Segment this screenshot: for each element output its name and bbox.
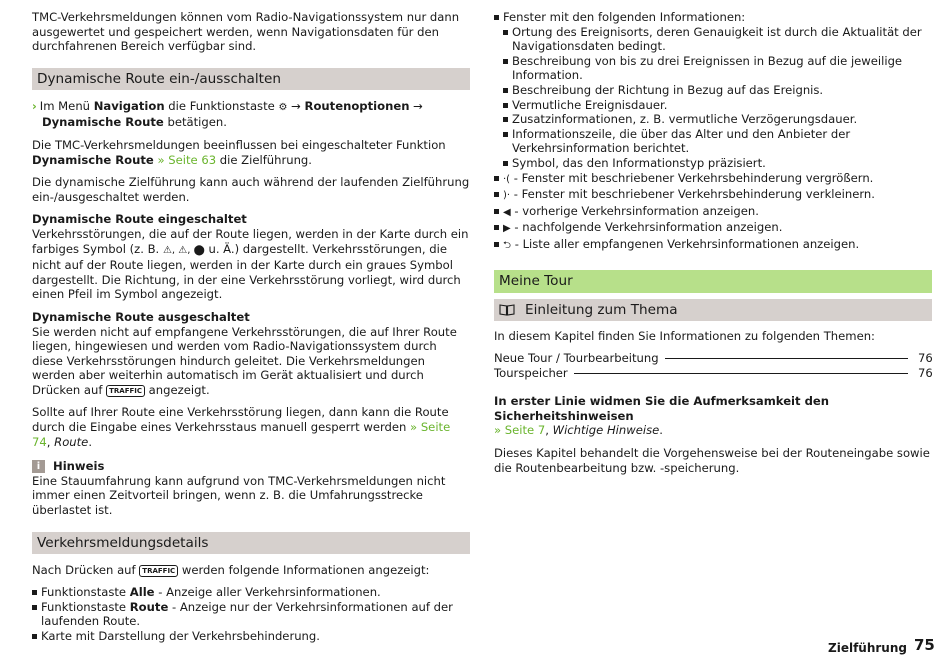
book-icon: [499, 304, 515, 315]
sublist-item: Beschreibung von bis zu drei Ereignissen in Bezug auf die jeweilige Information.: [503, 54, 932, 83]
sublist-item: Informationszeile, die über das Alter und den Anbieter der Verkehrsinformation berichtet.: [503, 127, 932, 156]
warning-symbols-icon: ⚠, ⚠, ⬤: [162, 244, 205, 256]
page-link-7[interactable]: » Seite 7: [494, 423, 546, 438]
instruction-step: › Im Menü Navigation die Funktionstaste ⚙ → Routenoptionen → Dynamische Route betätigen.: [32, 98, 423, 130]
list-item: ⮌ - Liste aller empfangenen Verkehrsinformationen anzeigen.: [494, 237, 932, 254]
topics-intro: In diesem Kapitel finden Sie Informationen zu folgenden Themen:: [494, 328, 875, 343]
back-list-icon: ⮌: [503, 239, 512, 251]
route-off-paragraph: Sie werden nicht auf empfangene Verkehrsstörungen, die auf Ihrer Route liegen, hingewiesen und werden vom Radio-Navigationssystem durch diese Verkehrsstörungen hindurch geleitet. Die Verkehrsmeldungen werden aber weiterhin automatisch im Gerät aktualisiert und durch Drücken auf TRAFFIC angezeigt.: [32, 324, 457, 397]
previous-icon: ◀: [503, 206, 511, 218]
safety-paragraph: In erster Linie widmen Sie die Aufmerksamkeit den Sicherheitshinweisen » Seite 7, Wichtige Hinweise.: [494, 394, 830, 438]
section-heading-introduction: Einleitung zum Thema: [494, 299, 932, 321]
list-item: Funktionstaste Alle - Anzeige aller Verkehrsinformationen.: [32, 585, 470, 600]
section-heading-traffic-details: Verkehrsmeldungsdetails: [32, 532, 470, 554]
sublist-item: Symbol, das den Informationstyp präzisiert.: [503, 156, 932, 171]
list-item: Karte mit Darstellung der Verkehrsbehinderung.: [32, 629, 470, 644]
next-icon: ▶: [503, 223, 511, 235]
left-column: [32, 10, 470, 652]
window-sublist: [503, 25, 932, 171]
sublist-item: Zusatzinformationen, z. B. vermutliche Verzögerungsdauer.: [503, 112, 932, 127]
list-item: )· - Fenster mit beschriebener Verkehrsbehinderung verkleinern.: [494, 187, 932, 204]
zoom-in-icon: ·(: [503, 173, 511, 185]
intro-paragraph: TMC-Verkehrsmeldungen können vom Radio-Navigationssystem nur dann ausgewertet und gespeichert werden, wenn Navigationsdaten für den durchfahrenen Bereich verfügbar sind.: [32, 10, 460, 54]
list-item: ·( - Fenster mit beschriebener Verkehrsbehinderung vergrößern.: [494, 171, 932, 188]
chapter-description: Dieses Kapitel behandelt die Vorgehensweise bei der Routeneingabe sowie die Routenbearbeitung bzw. -speicherung.: [494, 446, 930, 475]
traffic-button-icon: TRAFFIC: [139, 565, 178, 577]
details-intro: Nach Drücken auf TRAFFIC werden folgende Informationen angezeigt:: [32, 562, 430, 577]
page-number: 75: [914, 636, 935, 654]
zoom-out-icon: )·: [503, 190, 511, 202]
dynamic-guidance-paragraph: Die dynamische Zielführung kann auch während der laufenden Zielführung ein-/ausgeschaltet werden.: [32, 175, 470, 204]
traffic-button-icon: TRAFFIC: [106, 385, 145, 397]
footer-section-name: Zielführung: [828, 641, 907, 655]
step-arrow-icon: ›: [32, 98, 37, 113]
sublist-item: Ortung des Ereignisorts, deren Genauigkeit ist durch die Aktualität der Navigationsdaten bedingt.: [503, 25, 932, 54]
subheading-route-on: Dynamische Route eingeschaltet: [32, 212, 247, 227]
section-heading-dynamic-route: Dynamische Route ein-/ausschalten: [32, 68, 470, 90]
table-of-contents: [494, 351, 932, 380]
page-link-74[interactable]: » Seite 74: [32, 420, 451, 449]
toc-entry[interactable]: Tourspeicher 76: [494, 365, 933, 380]
toc-entry[interactable]: Neue Tour / Tourbearbeitung 76: [494, 351, 933, 366]
sublist-item: Beschreibung der Richtung in Bezug auf das Ereignis.: [503, 83, 932, 98]
sublist-item: Vermutliche Ereignisdauer.: [503, 98, 932, 113]
route-on-paragraph: Verkehrsstörungen, die auf der Route liegen, werden in der Karte durch ein farbiges Symbol (z. B. ⚠, ⚠, ⬤ u. Ä.) dargestellt. Verkehrsstörungen, die nicht auf der Route liegen, werden in der Karte durch ein graues Symbol dargestellt. Die Richtung, in der eine Verkehrsstörung vorliegt, wird durch einen Pfeil im Symbol angezeigt.: [32, 226, 469, 302]
hint-text: Eine Stauumfahrung kann aufgrund von TMC-Verkehrsmeldungen nicht immer einen Zeitvorteil bringen, wenn z. B. die Umfahrungsstrecke überlastet ist.: [32, 473, 446, 518]
subheading-route-off: Dynamische Route ausgeschaltet: [32, 309, 250, 324]
right-column: [494, 10, 932, 483]
page-link-63[interactable]: » Seite 63: [153, 152, 217, 167]
tmc-influence-paragraph: Die TMC-Verkehrsmeldungen beeinflussen bei eingeschalteter Funktion Dynamische Route » Seite 63 die Zielführung.: [32, 137, 446, 167]
window-list: [494, 10, 932, 254]
manual-block-paragraph: Sollte auf Ihrer Route eine Verkehrsstörung liegen, dann kann die Route durch die Eingabe eines Verkehrsstaus manuell gesperrt werden » Seite 74, Route.: [32, 405, 451, 449]
list-item: Fenster mit den folgenden Informationen: Ortung des Ereignisorts, deren Genauigkeit ist durch die Aktualität der Navigationsdaten bedingt. Beschreibung von bis zu drei Ereignissen in Bezug auf die jeweilige Information. Beschreibung der Richtung in Bezug auf das Ereignis. Vermutliche Ereignisdauer. Zusatzinformationen, z. B. vermutliche Verzögerungsdauer. Informationszeile, die über das Alter und den Anbieter der Verkehrsinformation berichtet. Symbol, das den Informationstyp präzisiert.: [494, 10, 932, 171]
details-list: [32, 585, 470, 643]
hint-heading: i Hinweis: [32, 459, 470, 474]
list-item: ◀ - vorherige Verkehrsinformation anzeigen.: [494, 204, 932, 221]
list-item: Funktionstaste Route - Anzeige nur der Verkehrsinformationen auf der laufenden Route.: [32, 600, 470, 629]
settings-icon: ⚙: [278, 101, 288, 113]
chapter-heading-meine-tour: Meine Tour: [494, 270, 932, 293]
list-item: ▶ - nachfolgende Verkehrsinformation anzeigen.: [494, 220, 932, 237]
info-icon: i: [32, 460, 45, 473]
